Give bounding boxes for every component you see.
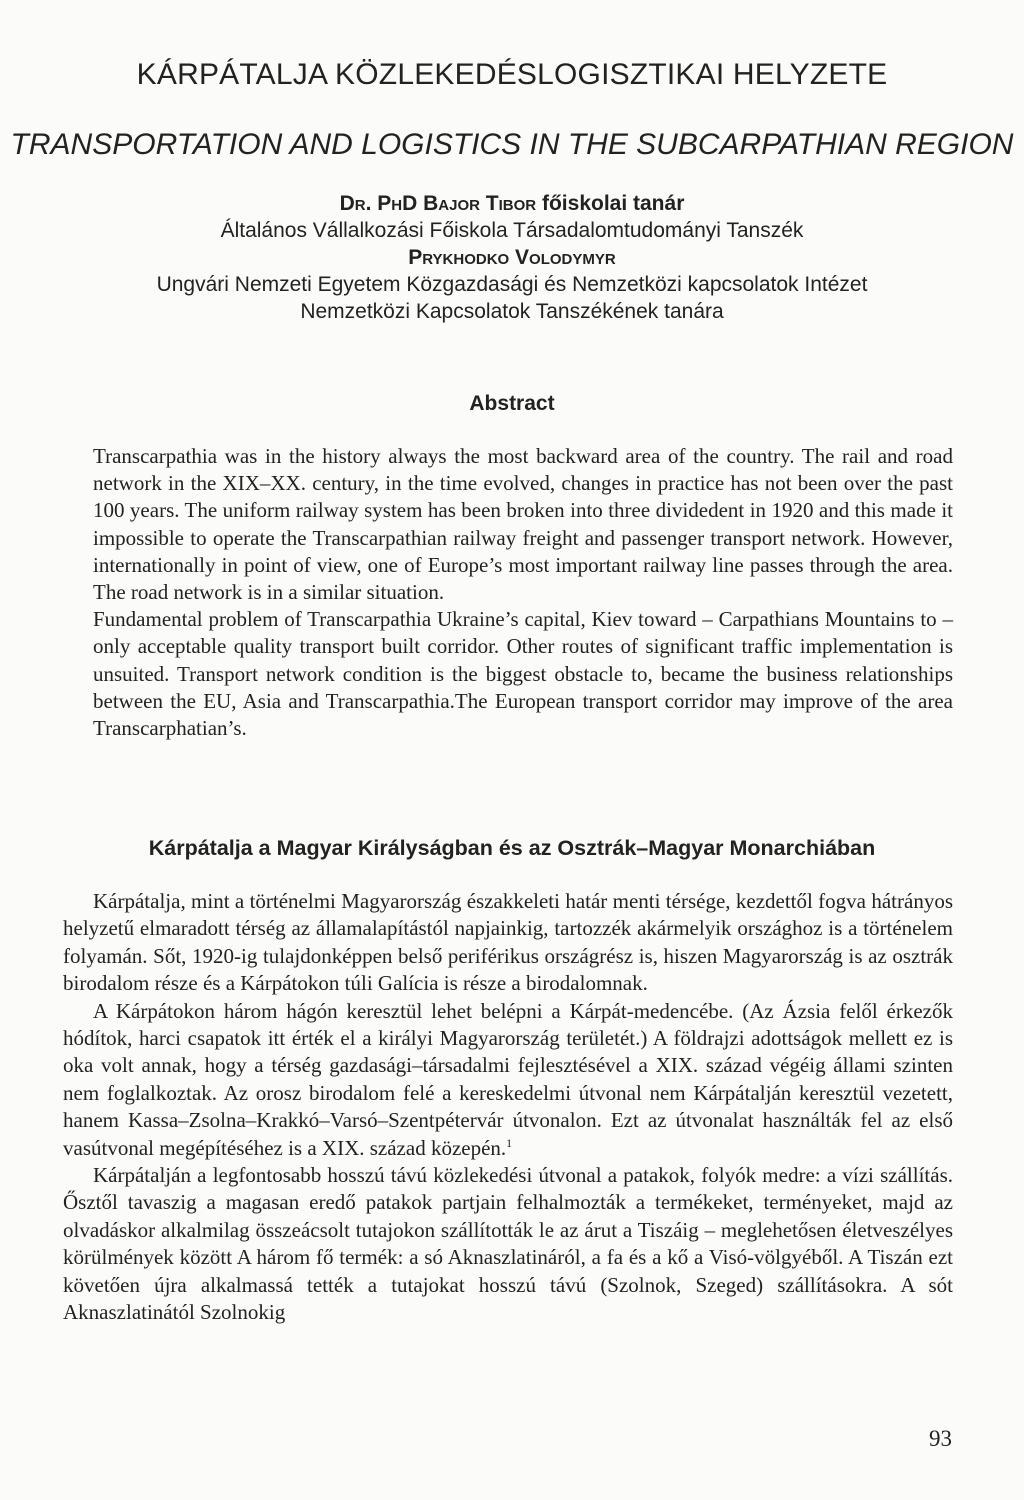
author1-name: Dr. PhD Bajor Tibor (339, 192, 537, 215)
body-paragraph: Kárpátalja, mint a történelmi Magyarország északkeleti határ menti térsége, kezdettől fogva hátrányos helyzetű elmaradott térség az államalapítástól napjainkig, tartozzék akármelyik országhoz is a történelem folyamán. Sőt, 1920-ig tulajdonképpen belső periférikus országrész is, hiszen Magyarország is az osztrák birodalom része és a Kárpátokon túli Galícia is része a birodalomnak. (63, 889, 953, 996)
body-paragraph (63, 998, 953, 1162)
title-english: TRANSPORTATION AND LOGISTICS IN THE SUBCARPATHIAN REGION (10, 128, 1014, 161)
body-paragraph-text: A Kárpátokon három hágón keresztül lehet belépni a Kárpát-medencébe. (Az Ázsia felől érkezők hódítok, harci csapatok itt érték el a királyi Magyarország területét.) A földrajzi adottságok mellett ez is oka volt annak, hogy a térség gazdasági–társadalmi fejlesztésével a XIX. század végéig állami szinten nem foglalkoztak. Az orosz birodalom felé a kereskedelmi útvonal nem Kárpátalján keresztül vezetett, hanem Kassa–Zsolna–Krakkó–Varsó–Szentpétervár útvonalon. Ezt az útvonalat használták fel az első vasútvonal megépítéséhez is a XIX. század közepén. (63, 998, 953, 1160)
author2-affiliation-line2: Nemzetközi Kapcsolatok Tanszékének tanára (300, 300, 724, 323)
author1-line (40, 190, 984, 217)
abstract-paragraph: Transcarpathia was in the history always the most backward area of the country. The rail and road network in the XIX–XX. century, in the time evolved, changes in practice has not been over the past 100 years. The uniform railway system has been broken into three dividedent in 1920 and this made it impossible to operate the Transcarpathian railway freight and passenger transport network. However, internationally in point of view, one of Europe’s most important railway line passes through the area. The road network is in a similar situation. (93, 444, 953, 605)
section-heading: Kárpátalja a Magyar Királyságban és az Osztrák–Magyar Monarchiában (148, 836, 876, 860)
author-block (40, 190, 984, 325)
abstract-paragraph: Fundamental problem of Transcarpathia Ukraine’s capital, Kiev toward – Carpathians Mountains to – only acceptable quality transport built corridor. Other routes of significant traffic implementation is unsuited. Transport network condition is the biggest obstacle to, became the business relationships between the EU, Asia and Transcarpathia.The European transport corridor may improve of the area Transcarphatian’s. (93, 607, 953, 741)
footnote-marker[interactable]: 1 (506, 1135, 513, 1150)
abstract-body (93, 443, 953, 742)
author2-affiliation-line1: Ungvári Nemzeti Egyetem Közgazdasági és Nemzetközi kapcsolatok Intézet (156, 273, 868, 296)
abstract-heading: Abstract (469, 392, 555, 415)
body-paragraph: Kárpátalján a legfontosabb hosszú távú közlekedési útvonal a patakok, folyók medre: a vízi szállítás. Ősztől tavaszig a magasan eredő patakok partjain felhalmozták a termékeket, terményeket, majd az olvadáskor alkalmilag összeácsolt tutajokon szállították le az árut a Tiszáig – meglehetősen életveszélyes körülmények között A három fő termék: a só Aknaszlatináról, a fa és a kő a Visó-völgyéből. A Tiszán ezt követően újra alkalmassá tették a tutajokat hosszú távú (Szolnok, Szeged) szállításokra. A sót Aknaszlatinától Szolnokig (63, 1163, 953, 1325)
author1-role: főiskolai tanár (541, 192, 685, 215)
author2-name: Prykhodko Volodymyr (408, 246, 616, 269)
page-number: 93 (929, 1426, 952, 1451)
main-body (63, 888, 953, 1327)
title-hungarian: KÁRPÁTALJA KÖZLEKEDÉSLOGISZTIKAI HELYZETE (136, 58, 888, 91)
author1-affiliation: Általános Vállalkozási Főiskola Társadalomtudományi Tanszék (220, 219, 804, 242)
